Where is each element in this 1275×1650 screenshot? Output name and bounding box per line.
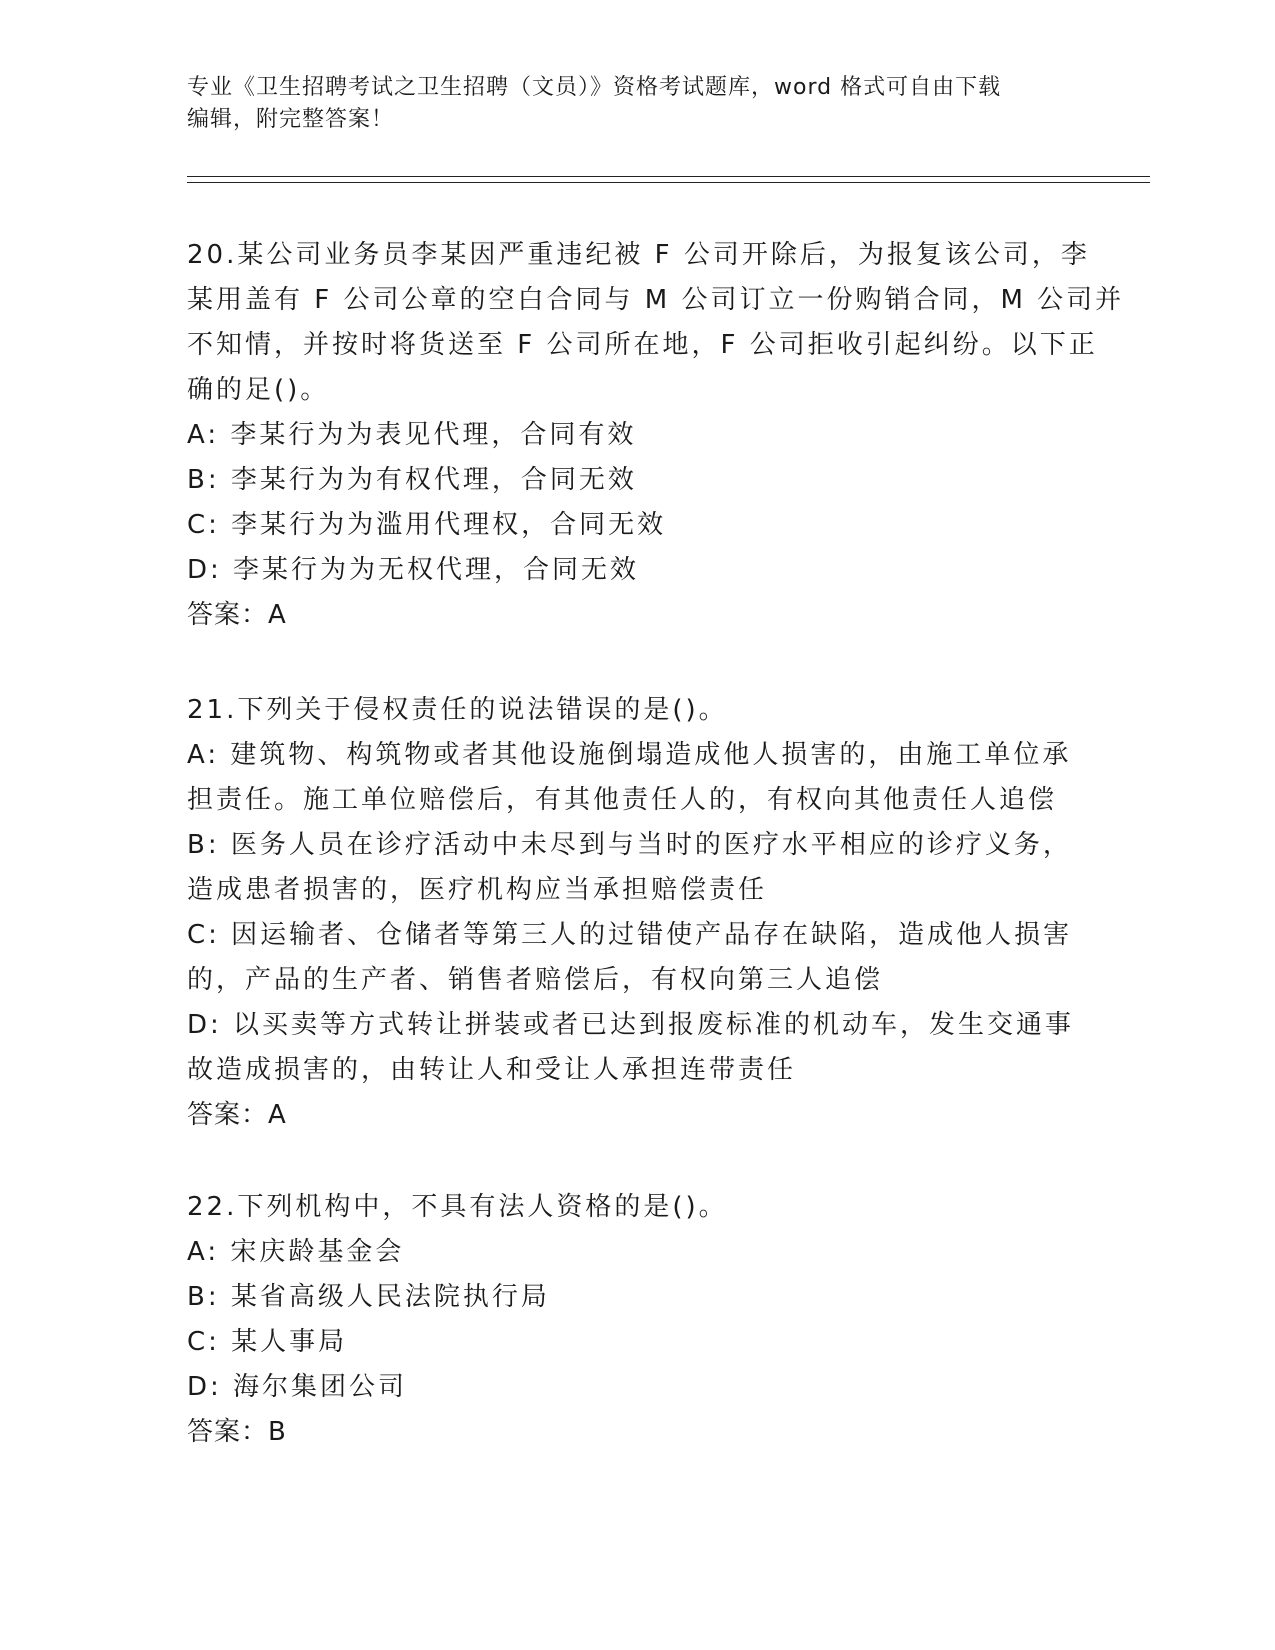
option-a: A: 李某行为为表见代理，合同有效 xyxy=(187,420,637,450)
header-title-line-1: 专业《卫生招聘考试之卫生招聘（文员）》资格考试题库，word 格式可自由下载 xyxy=(187,75,1002,100)
answer-label: 答案：A xyxy=(187,1100,287,1130)
option-d: D: 李某行为为无权代理，合同无效 xyxy=(187,555,640,585)
answer-label: 答案：B xyxy=(187,1417,287,1447)
question-stem-line: 21.下列关于侵权责任的说法错误的是()。 xyxy=(187,695,728,725)
option-c: C: 因运输者、仓储者等第三人的过错使产品存在缺陷，造成他人损害 xyxy=(187,920,1073,950)
header-divider-bottom xyxy=(187,182,1150,183)
option-d: D: 海尔集团公司 xyxy=(187,1372,408,1402)
document-header xyxy=(187,72,1087,136)
question-22 xyxy=(187,1185,1087,1455)
option-b: B: 医务人员在诊疗活动中未尽到与当时的医疗水平相应的诊疗义务， xyxy=(187,830,1072,860)
option-a: A: 建筑物、构筑物或者其他设施倒塌造成他人损害的，由施工单位承 xyxy=(187,740,1072,770)
answer-label: 答案：A xyxy=(187,600,287,630)
option-b: B: 李某行为为有权代理，合同无效 xyxy=(187,465,637,495)
option-d: D: 以买卖等方式转让拼装或者已达到报废标准的机动车，发生交通事 xyxy=(187,1010,1075,1040)
question-stem-line: 不知情，并按时将货送至 F 公司所在地，F 公司拒收引起纠纷。以下正 xyxy=(187,330,1098,360)
option-b-continued: 造成患者损害的，医疗机构应当承担赔偿责任 xyxy=(187,875,768,905)
question-20 xyxy=(187,233,1125,638)
question-stem-line: 确的足()。 xyxy=(187,375,330,405)
option-c-continued: 的，产品的生产者、销售者赔偿后，有权向第三人追偿 xyxy=(187,965,884,995)
header-divider-top xyxy=(187,176,1150,177)
option-b: B: 某省高级人民法院执行局 xyxy=(187,1282,550,1312)
header-title-line-2: 编辑，附完整答案！ xyxy=(187,107,395,132)
option-c: C: 某人事局 xyxy=(187,1327,348,1357)
question-stem-line: 20.某公司业务员李某因严重违纪被 F 公司开除后，为报复该公司，李 xyxy=(187,240,1090,270)
question-stem-line: 22.下列机构中，不具有法人资格的是()。 xyxy=(187,1192,728,1222)
option-c: C: 李某行为为滥用代理权，合同无效 xyxy=(187,510,667,540)
option-a: A: 宋庆龄基金会 xyxy=(187,1237,405,1267)
option-a-continued: 担责任。施工单位赔偿后，有其他责任人的，有权向其他责任人追偿 xyxy=(187,785,1058,815)
question-21 xyxy=(187,688,1087,1138)
option-d-continued: 故造成损害的，由转让人和受让人承担连带责任 xyxy=(187,1055,797,1085)
question-stem-line: 某用盖有 F 公司公章的空白合同与 M 公司订立一份购销合同，M 公司并 xyxy=(187,285,1125,315)
